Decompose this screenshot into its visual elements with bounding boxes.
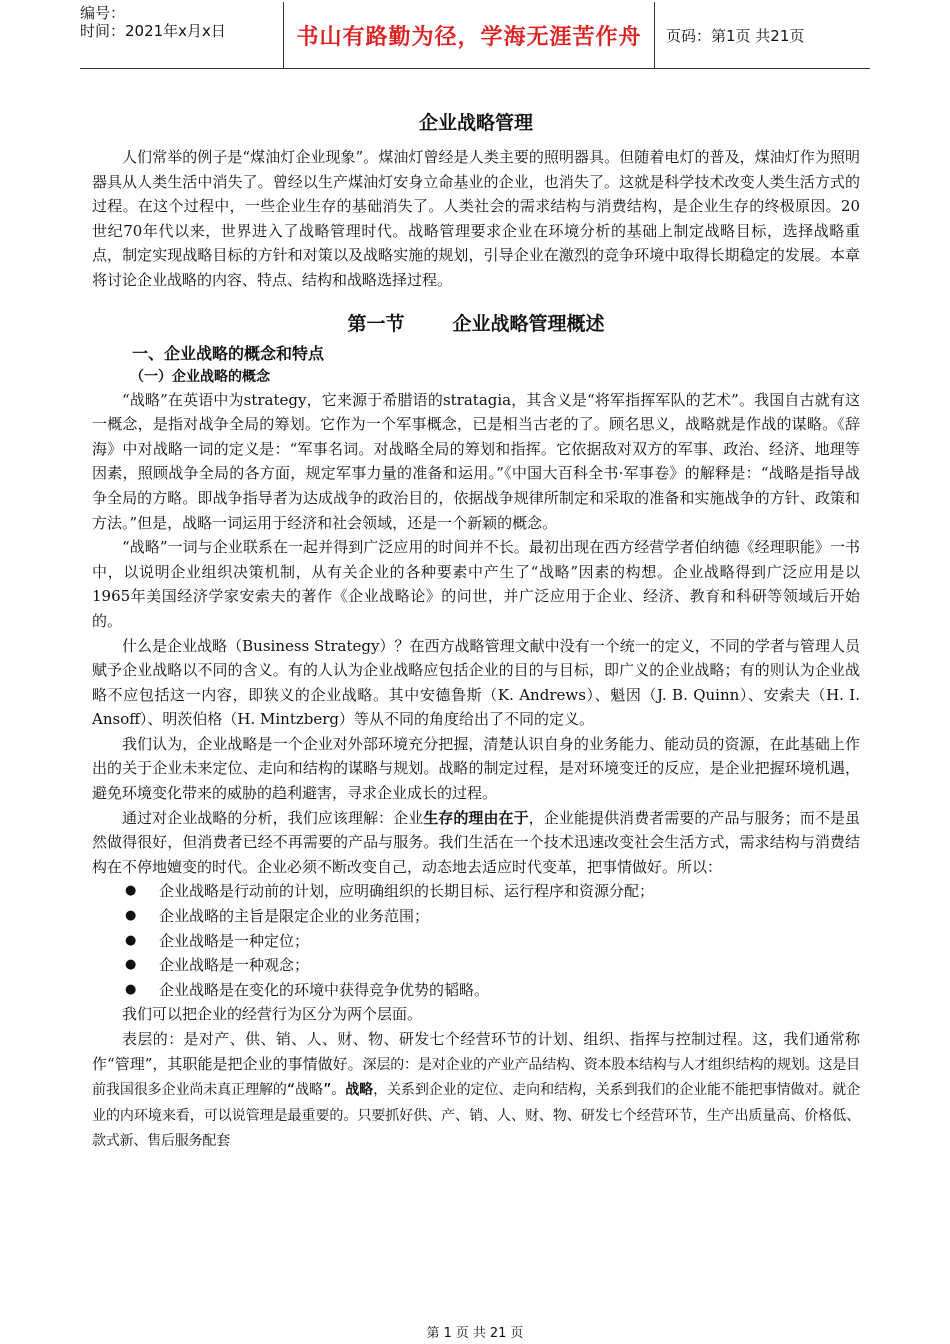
footer-text: 第 — [426, 1326, 440, 1341]
paragraph-strategy-definitions: 什么是企业战略（Business Strategy）？在西方战略管理文献中没有一个统一的定义，不同的学者与管理人员赋予企业战略以不同的含义。有的人认为企业战略应包括企业的目的与目标，即广义的企业战略；有的则认为企业战略不应包括这一内容，即狭义的企业战略。其中安德鲁斯（K. Andrews）、魁因（J. B. Quinn）、安索夫（H. I. Ansoff）、明茨伯格（H. Mintzberg）等从不同的角度给出了不同的定义。 — [92, 636, 860, 729]
surface-text: 表层的：是对产、供、销、人、财、物、研发七个经营环节的计划、组织、指挥与控制过程。这，我们通常称作“管理”，其职能是把企业的事情做好。 — [92, 1030, 860, 1073]
bullet-item: ● 企业战略是一种定位； — [92, 929, 860, 954]
bullet-item: ● 企业战略是一种观念； — [92, 953, 860, 978]
document-time: 时间：2021年x月x日 — [80, 22, 226, 40]
footer-page-number: 1 — [443, 1326, 452, 1341]
bullet-item: ● 企业战略是行动前的计划，应明确组织的长期目标、运行程序和资源分配； — [92, 879, 860, 904]
paragraph-our-definition: 我们认为，企业战略是一个企业对外部环境充分把握，清楚认识自身的业务能力、能动员的资源，在此基础上作出的关于企业未来定位、走向和结构的谋略与规划。战略的制定过程，是对环境变迁的反应，是企业把握环境机遇，避免环境变化带来的威胁的趋利避害，寻求企业成长的过程。 — [92, 734, 860, 803]
paragraph-analysis — [92, 806, 860, 880]
section-name: 企业战略管理概述 — [452, 312, 605, 335]
footer-text: 页 — [510, 1326, 524, 1341]
page-footer — [0, 1322, 950, 1341]
analysis-emphasis: 生存的理由在于 — [423, 808, 529, 827]
bullet-item: ● 企业战略是在变化的环境中获得竞争优势的韬略。 — [92, 978, 860, 1003]
paragraph-surface-deep — [92, 1027, 860, 1154]
strategy-emphasis: 战略 — [345, 1082, 374, 1099]
intro-paragraph: 人们常举的例子是“煤油灯企业现象”。煤油灯曾经是人类主要的照明器具。但随着电灯的普及，煤油灯作为照明器具从人类生活中消失了。曾经以生产煤油灯安身立命基业的企业，也消失了。这就是科学技术改变人类生活方式的过程。在这个过程中，一些企业生存的基础消失了。人类社会的需求结构与消费结构，是企业生存的终极原因。20世纪70年代以来，世界进入了战略管理时代。战略管理要求企业在环境分析的基础上制定战略目标，选择战略重点，制定实现战略目标的方针和对策以及战略实施的规划，引导企业在激烈的竞争环境中取得长期稳定的发展。本章将讨论企业战略的内容、特点、结构和战略选择过程。 — [92, 148, 860, 289]
footer-text: 共 — [472, 1326, 486, 1341]
bullet-list — [92, 879, 860, 1002]
footer-total-pages: 21 — [489, 1326, 507, 1341]
section-heading — [92, 309, 860, 336]
paragraph-strategy-history: “战略”一词与企业联系在一起并得到广泛应用的时间并不长。最初出现在西方经营学者伯纳德《经理职能》一书中，以说明企业组织决策机制，从有关企业的各种要素中产生了“战略”因素的构想。企业战略得到广泛应用是以1965年美国经济学家安索夫的著作《企业战略论》的问世，并广泛应用于企业、经济、教育和科研等领域后开始的。 — [92, 538, 860, 630]
document-number-label: 编号： — [80, 4, 126, 22]
header-motto: 书山有路勤为径，学海无涯苦作舟 — [296, 24, 642, 50]
sub-subsection-heading: （一）企业战略的概念 — [130, 368, 270, 385]
analysis-text-pre: 通过对企业战略的分析，我们应该理解：企业 — [122, 808, 424, 827]
header-page-info: 页码：第1页 共21页 — [666, 26, 805, 45]
paragraph-strategy-origin: “战略”在英语中为strategy，它来源于希腊语的stratagia，其含义是“将军指挥军队的艺术”。我国自古就有这一概念，是指对战争全局的筹划。它作为一个军事概念，已是相当古老的了。顾名思义，战略就是作战的谋略。《辞海》中对战略一词的定义是：“军事名词。对战略全局的筹划和指挥。它依据敌对双方的军事、政治、经济、地理等因素，照顾战争全局的各方面，规定军事力量的准备和运用。”《中国大百科全书·军事卷》的解释是：“战略是指导战争全局的方略。即战争指导者为达成战争的政治目的，依据战争规律所制定和采取的准备和实施战争的方针、政策和方法。”但是，战略一词运用于经济和社会领域，还是一个新颖的概念。 — [92, 390, 860, 532]
page-header — [80, 2, 870, 69]
paragraph-levels: 我们可以把企业的经营行为区分为两个层面。 — [122, 1005, 423, 1024]
document-title: 企业战略管理 — [418, 112, 533, 134]
footer-text: 页 — [455, 1326, 469, 1341]
subsection-heading: 一、企业战略的概念和特点 — [132, 343, 325, 363]
deep-text: 深层的：是对企业的产业产品结构、资本股本结构与人才组织结构的规划。这是目前我国很多企业尚未真正理解的“战略”。 — [92, 1056, 860, 1099]
analysis-text-post: ，企业能提供消费者需要的产品与服务；而不是虽然做得很好，但消费者已经不再需要的产品与服务。我们生活在一个技术迅速改变社会生活方式，需求结构与消费结构在不停地嬗变的时代。企业必须不断改变自己，动态地去适应时代变革，把事情做好。所以： — [92, 808, 860, 876]
deep-text-continued: ，关系到企业的定位、走向和结构，关系到我们的企业能不能把事情做对。就企业的内环境来看，可以说管理是最重要的。只要抓好供、产、销、人、财、物、研发七个经营环节，生产出质量高、价格低、款式新、售后服务配套 — [92, 1082, 861, 1150]
document-body — [92, 108, 860, 1154]
header-motto-cell — [283, 2, 655, 68]
bullet-item: ● 企业战略的主旨是限定企业的业务范围； — [92, 904, 860, 929]
header-meta — [80, 2, 282, 70]
section-number: 第一节 — [347, 312, 405, 335]
